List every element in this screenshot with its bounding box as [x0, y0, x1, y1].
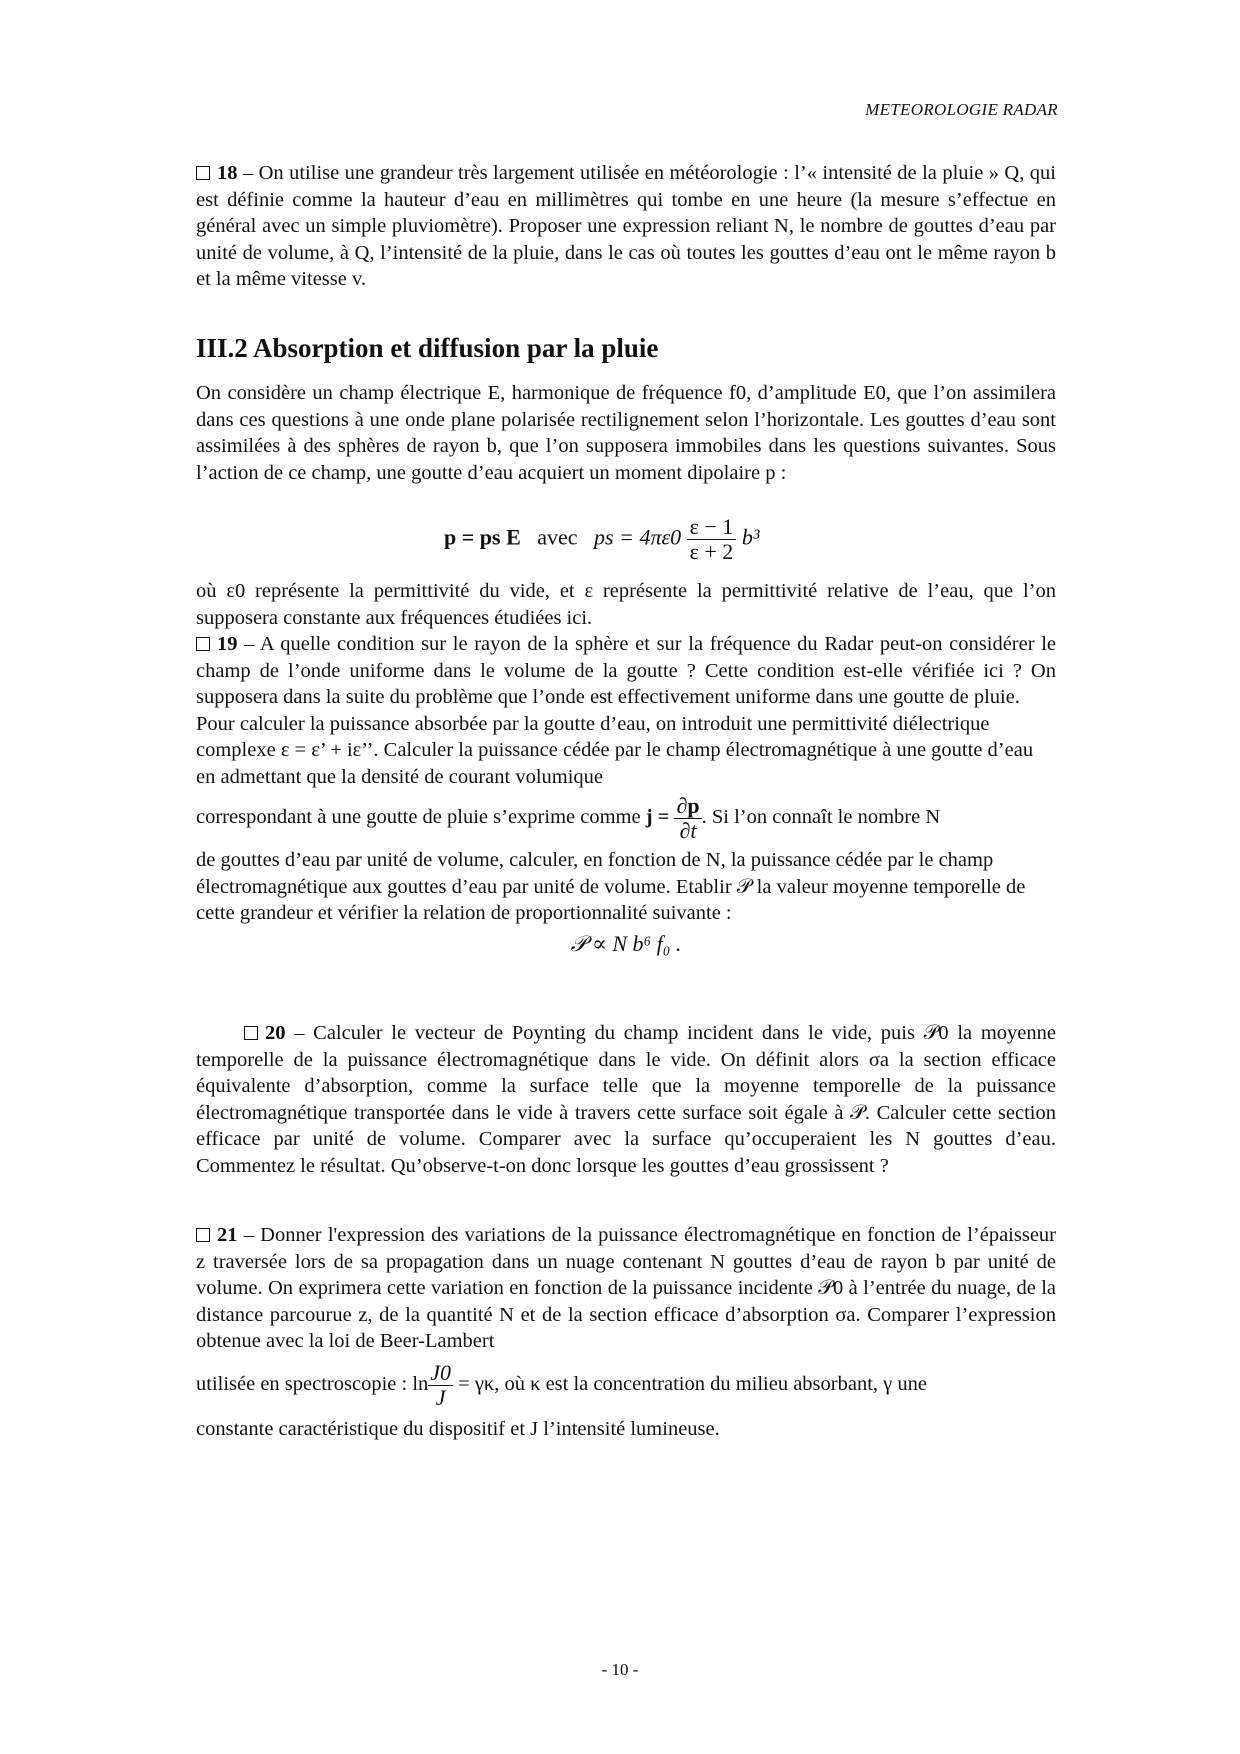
dipole-formula [444, 515, 759, 564]
question-text: – A quelle condition sur le rayon de la sphère et sur la fréquence du Radar peut-on considérer le champ de l’onde uniforme dans le volume de la goutte ? Cette condition est-elle vérifiée ici ? On supposera dans la suite du problème que l’onde est effectivement uniforme dans une goutte de pluie. [196, 633, 1057, 708]
question-number: 19 [217, 633, 238, 655]
q19-paragraph-2b [196, 794, 1056, 843]
question-text: – Calculer le vecteur de Poynting du champ incident dans le vide, puis 𝒫0 la moyenne temporelle de la puissance électromagnétique dans le vide. On définit alors σa la section efficace équivalente d’absorption, comme la surface telle que la moyenne temporelle de la puissance électromagnétique transportée dans le vide à travers cette surface soit égale à 𝒫. Calculer cette section efficace par unité de volume. Comparer avec la surface qu’occuperaient les N gouttes d’eau. Commentez le résultat. Qu’observe-t-on donc lorsque les gouttes d’eau grossissent ? [196, 1022, 1056, 1177]
checkbox-icon [244, 1026, 258, 1040]
question-text: – Donner l'expression des variations de la puissance électromagnétique en fonction de l’épaisseur z traversée lors de sa propagation dans un nuage contenant N gouttes d’eau de rayon b par unité de volume. On exprimera cette variation en fonction de la puissance incidente 𝒫0 à l’entrée du nuage, de la distance parcourue z, de la quantité N et de la section efficace d’absorption σa. Comparer l’expression obtenue avec la loi de Beer-Lambert [196, 1224, 1057, 1352]
formula-suffix: b³ [741, 524, 760, 550]
question-18 [196, 160, 1056, 293]
checkbox-icon [196, 637, 210, 651]
bl-denominator: J [435, 1384, 446, 1410]
running-header: METEOROLOGIE RADAR [865, 100, 1058, 119]
j-lhs: j = [645, 806, 670, 829]
q19-paragraph-2a: Pour calculer la puissance absorbée par la goutte d’eau, on introduit une permittivité diélectrique complexe ε = ε’ + iε’’. Calculer la puissance cédée par le champ électromagnétique à une goutte d’eau en admettant que la densité de courant volumique [196, 712, 1034, 788]
formula-rhs-prefix: ps = 4πε0 [594, 524, 682, 550]
question-number: 18 [217, 162, 238, 184]
intro-text: On considère un champ électrique E, harmonique de fréquence f0, d’amplitude E0, que l’on assimilera dans ces questions à une onde plane polarisée rectilignement selon l’horizontale. Les gouttes d’eau sont assimilées à des sphères de rayon b, que l’on supposera immobiles dans les questions suivantes. Sous l’action de ce champ, une goutte d’eau acquiert un moment dipolaire p : [196, 382, 1056, 484]
q19-text-c: . Si l’on connaît le nombre N [701, 806, 941, 829]
checkbox-icon [196, 1228, 210, 1242]
question-number: 21 [217, 1224, 238, 1246]
formula-denominator: ε + 2 [689, 539, 734, 564]
question-number: 20 [265, 1022, 286, 1044]
q19-text-b: correspondant à une goutte de pluie s’exprime comme [196, 806, 641, 829]
question-text: – On utilise une grandeur très largement utilisée en météorologie : l’« intensité de la pluie » Q, qui est définie comme la hauteur d’eau en millimètres qui tombe en une heure (la mesure s’effectue en général avec un simple pluviomètre). Proposer une expression reliant N, le nombre de gouttes d’eau par unité de volume, à Q, l’intensité de la pluie, dans le cas où toutes les gouttes d’eau ont le même rayon b et la même vitesse v. [196, 162, 1056, 290]
formula-lhs: p = ps E [444, 524, 521, 550]
q19-paragraph-2d: de gouttes d’eau par unité de volume, calculer, en fonction de N, la puissance cédée par le champ électromagnétique aux gouttes d’eau par unité de volume. Etablir 𝒫 la valeur moyenne temporelle de cette grandeur et vérifier la relation de proportionnalité suivante : [196, 849, 1026, 924]
page-number: - 10 - [601, 1660, 639, 1679]
checkbox-icon [196, 166, 210, 180]
beer-lambert-fraction [428, 1361, 453, 1410]
formula-fraction [687, 515, 737, 564]
j-numerator: ∂p [676, 793, 700, 818]
q21-line2-b: , où κ est la concentration du milieu absorbant, γ une [494, 1372, 927, 1395]
beer-lambert-line [196, 1361, 1056, 1410]
formula-numerator: ε − 1 [687, 515, 737, 540]
ln-label: ln [412, 1372, 429, 1395]
q21-line3: constante caractéristique du dispositif et J l’intensité lumineuse. [196, 1417, 720, 1440]
intro-paragraph [196, 380, 1056, 486]
q21-line2-a: utilisée en spectroscopie : [196, 1372, 408, 1395]
proportionality-relation: 𝒫 ∝ N b⁶ f₀ . [570, 930, 682, 956]
question-21 [196, 1222, 1056, 1442]
bl-numerator: J0 [430, 1359, 452, 1385]
after-formula-text: où ε0 représente la permittivité du vide, et ε représente la permittivité relative de l’eau, que l’on supposera constante aux fréquences étudiées ici. [196, 580, 1056, 629]
question-20 [196, 1020, 1056, 1179]
section-heading: III.2 Absorption et diffusion par la pluie [196, 333, 659, 363]
formula-avec: avec [537, 524, 578, 550]
question-19-block [196, 578, 1056, 957]
bl-equals: = γκ [458, 1372, 495, 1395]
j-denominator: ∂t [679, 818, 697, 843]
j-fraction [674, 794, 701, 843]
